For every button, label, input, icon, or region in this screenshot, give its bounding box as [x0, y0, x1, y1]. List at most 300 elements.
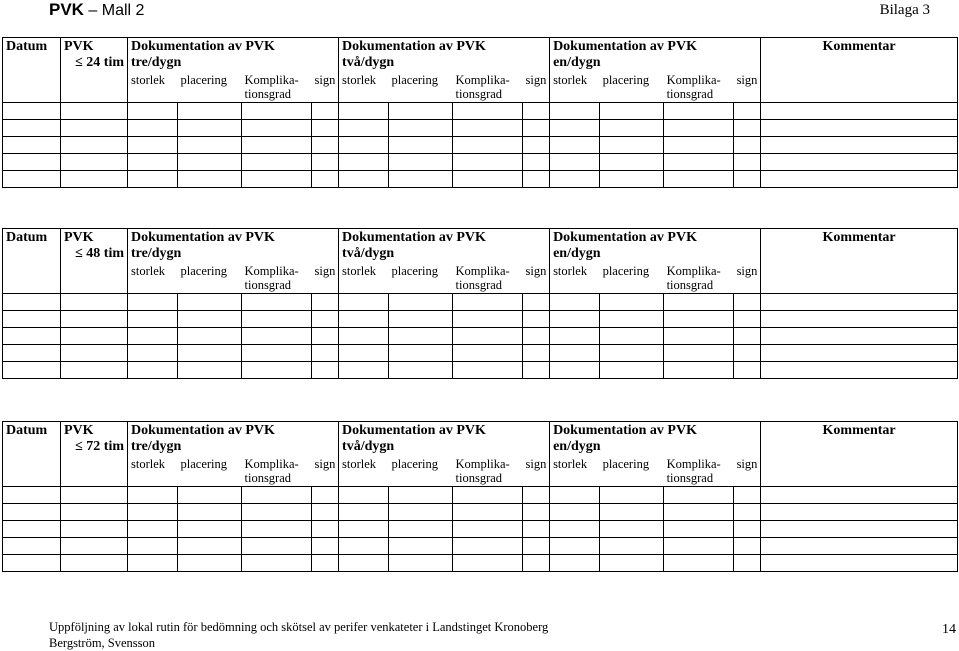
table-cell[interactable]: [550, 294, 600, 311]
table-cell[interactable]: [664, 311, 734, 328]
table-cell[interactable]: [389, 538, 453, 555]
table-cell[interactable]: [178, 328, 242, 345]
table-cell[interactable]: [761, 137, 958, 154]
table-cell[interactable]: [128, 154, 178, 171]
table-row: [3, 538, 958, 555]
doc-group-frequency: en/dygn: [553, 246, 601, 261]
table-cell[interactable]: [453, 171, 523, 188]
table-cell[interactable]: [312, 311, 339, 328]
table-cell[interactable]: [339, 311, 389, 328]
kommentar-label: Kommentar: [822, 423, 896, 438]
col-sign: sign: [523, 263, 550, 294]
table-cell[interactable]: [389, 120, 453, 137]
table-cell[interactable]: [664, 504, 734, 521]
table-cell[interactable]: [523, 521, 550, 538]
page-number: 14: [942, 622, 956, 637]
table-cell[interactable]: [3, 487, 61, 504]
doc-group-title: Dokumentation av PVK: [131, 423, 275, 438]
col-kompl-line1: Komplika-: [244, 73, 299, 87]
pvk-duration-header: [61, 38, 128, 103]
table-cell[interactable]: [339, 362, 389, 379]
table-cell[interactable]: [3, 294, 61, 311]
table-cell[interactable]: [734, 538, 761, 555]
table-cell[interactable]: [128, 504, 178, 521]
table-cell[interactable]: [664, 154, 734, 171]
table-cell[interactable]: [61, 311, 128, 328]
table-row: [3, 120, 958, 137]
table-cell[interactable]: [178, 137, 242, 154]
table-cell[interactable]: [178, 120, 242, 137]
table-cell[interactable]: [312, 120, 339, 137]
doc-group-header-3: [550, 422, 761, 457]
table-cell[interactable]: [550, 311, 600, 328]
table-cell[interactable]: [523, 120, 550, 137]
kommentar-label: Kommentar: [822, 39, 896, 54]
table-cell[interactable]: [734, 555, 761, 572]
table-cell[interactable]: [453, 103, 523, 120]
table-cell[interactable]: [178, 171, 242, 188]
table-cell[interactable]: [3, 103, 61, 120]
table-cell[interactable]: [734, 120, 761, 137]
table-cell[interactable]: [550, 487, 600, 504]
table-cell[interactable]: [312, 328, 339, 345]
table-cell[interactable]: [600, 328, 664, 345]
table-cell[interactable]: [61, 120, 128, 137]
col-storlek: storlek: [339, 456, 389, 487]
table-cell[interactable]: [128, 538, 178, 555]
table-cell[interactable]: [600, 103, 664, 120]
col-sign: sign: [734, 263, 761, 294]
table-cell[interactable]: [128, 311, 178, 328]
table-cell[interactable]: [3, 154, 61, 171]
table-cell[interactable]: [550, 538, 600, 555]
table-cell[interactable]: [128, 137, 178, 154]
header-row: [3, 229, 958, 264]
table-cell[interactable]: [339, 154, 389, 171]
table-cell[interactable]: [600, 137, 664, 154]
table-cell[interactable]: [3, 521, 61, 538]
table-cell[interactable]: [178, 345, 242, 362]
table-cell[interactable]: [339, 103, 389, 120]
table-cell[interactable]: [128, 487, 178, 504]
table-cell[interactable]: [664, 345, 734, 362]
col-sign: sign: [734, 456, 761, 487]
table-cell[interactable]: [3, 362, 61, 379]
table-cell[interactable]: [178, 103, 242, 120]
col-placering: placering: [600, 263, 664, 294]
col-kompl-line1: Komplika-: [244, 264, 299, 278]
table-cell[interactable]: [61, 538, 128, 555]
footer: [49, 619, 548, 651]
table-cell[interactable]: [312, 294, 339, 311]
doc-group-title: Dokumentation av PVK: [342, 230, 486, 245]
table-cell[interactable]: [128, 294, 178, 311]
table-cell[interactable]: [339, 538, 389, 555]
table-cell[interactable]: [389, 521, 453, 538]
table-cell[interactable]: [242, 362, 312, 379]
table-cell[interactable]: [389, 362, 453, 379]
table-cell[interactable]: [389, 154, 453, 171]
table-cell[interactable]: [61, 294, 128, 311]
col-storlek: storlek: [128, 72, 178, 103]
table-cell[interactable]: [242, 345, 312, 362]
table-cell[interactable]: [550, 154, 600, 171]
table-cell[interactable]: [453, 137, 523, 154]
table-cell[interactable]: [3, 137, 61, 154]
col-kompl-line1: Komplika-: [666, 73, 721, 87]
table-cell[interactable]: [734, 362, 761, 379]
doc-group-title: Dokumentation av PVK: [553, 230, 697, 245]
table-cell[interactable]: [3, 555, 61, 572]
table-cell[interactable]: [453, 362, 523, 379]
table-cell[interactable]: [339, 555, 389, 572]
table-cell[interactable]: [128, 521, 178, 538]
table-cell[interactable]: [523, 504, 550, 521]
col-kompl-line1: Komplika-: [455, 73, 510, 87]
table-cell[interactable]: [761, 120, 958, 137]
table-cell[interactable]: [600, 345, 664, 362]
table-cell[interactable]: [523, 345, 550, 362]
doc-group-title: Dokumentation av PVK: [131, 230, 275, 245]
table-cell[interactable]: [453, 487, 523, 504]
table-cell[interactable]: [339, 120, 389, 137]
table-cell[interactable]: [600, 120, 664, 137]
table-cell[interactable]: [61, 521, 128, 538]
table-cell[interactable]: [242, 521, 312, 538]
col-kompl-line2: tionsgrad: [455, 278, 503, 292]
col-kompl-line2: tionsgrad: [244, 471, 292, 485]
table-cell[interactable]: [61, 362, 128, 379]
table-cell[interactable]: [3, 311, 61, 328]
table-cell[interactable]: [312, 504, 339, 521]
table-cell[interactable]: [178, 311, 242, 328]
table-cell[interactable]: [178, 521, 242, 538]
table-cell[interactable]: [734, 311, 761, 328]
table-cell[interactable]: [664, 171, 734, 188]
table-cell[interactable]: [242, 311, 312, 328]
table-cell[interactable]: [389, 487, 453, 504]
table-cell[interactable]: [523, 328, 550, 345]
table-cell[interactable]: [550, 120, 600, 137]
doc-group-header-1: [128, 422, 339, 457]
table-cell[interactable]: [61, 328, 128, 345]
table-cell[interactable]: [61, 555, 128, 572]
table-cell[interactable]: [453, 521, 523, 538]
table-cell[interactable]: [61, 137, 128, 154]
doc-group-header-2: [339, 422, 550, 457]
table-cell[interactable]: [178, 538, 242, 555]
table-cell[interactable]: [523, 538, 550, 555]
table-cell[interactable]: [734, 504, 761, 521]
table-cell[interactable]: [312, 555, 339, 572]
table-cell[interactable]: [389, 555, 453, 572]
table-cell[interactable]: [339, 487, 389, 504]
table-cell[interactable]: [242, 120, 312, 137]
table-cell[interactable]: [664, 137, 734, 154]
document-title: [49, 0, 144, 20]
table-row: [3, 487, 958, 504]
table-cell[interactable]: [128, 328, 178, 345]
table-cell[interactable]: [453, 120, 523, 137]
table-cell[interactable]: [734, 103, 761, 120]
table-cell[interactable]: [242, 487, 312, 504]
table-cell[interactable]: [761, 362, 958, 379]
col-placering: placering: [178, 263, 242, 294]
table-cell[interactable]: [453, 294, 523, 311]
table-cell[interactable]: [523, 555, 550, 572]
table-row: [3, 294, 958, 311]
table-cell[interactable]: [339, 294, 389, 311]
table-cell[interactable]: [761, 504, 958, 521]
table-cell[interactable]: [312, 171, 339, 188]
col-storlek: storlek: [339, 263, 389, 294]
table-cell[interactable]: [734, 345, 761, 362]
table-cell[interactable]: [734, 137, 761, 154]
table-cell[interactable]: [178, 487, 242, 504]
table-cell[interactable]: [664, 555, 734, 572]
doc-group-header-2: [339, 38, 550, 73]
doc-group-title: Dokumentation av PVK: [342, 39, 486, 54]
table-cell[interactable]: [523, 362, 550, 379]
table-cell[interactable]: [600, 294, 664, 311]
table-cell[interactable]: [312, 487, 339, 504]
table-cell[interactable]: [761, 487, 958, 504]
table-cell[interactable]: [761, 154, 958, 171]
table-cell[interactable]: [128, 103, 178, 120]
table-cell[interactable]: [128, 555, 178, 572]
table-cell[interactable]: [389, 504, 453, 521]
doc-group-title: Dokumentation av PVK: [553, 423, 697, 438]
pvk-table-3: [2, 421, 958, 572]
col-kompl-line1: Komplika-: [244, 457, 299, 471]
table-cell[interactable]: [664, 538, 734, 555]
table-cell[interactable]: [178, 294, 242, 311]
doc-group-frequency: två/dygn: [342, 439, 395, 454]
col-kompl-line2: tionsgrad: [666, 87, 714, 101]
table-cell[interactable]: [61, 171, 128, 188]
table-cell[interactable]: [128, 362, 178, 379]
col-sign: sign: [523, 456, 550, 487]
table-cell[interactable]: [389, 345, 453, 362]
table-cell[interactable]: [389, 328, 453, 345]
table-cell[interactable]: [550, 328, 600, 345]
table-cell[interactable]: [600, 362, 664, 379]
table-cell[interactable]: [128, 171, 178, 188]
col-kompl-line2: tionsgrad: [666, 278, 714, 292]
table-cell[interactable]: [761, 538, 958, 555]
table-cell[interactable]: [61, 345, 128, 362]
table-cell[interactable]: [339, 521, 389, 538]
table-cell[interactable]: [3, 120, 61, 137]
table-cell[interactable]: [339, 504, 389, 521]
table-cell[interactable]: [761, 555, 958, 572]
table-cell[interactable]: [734, 521, 761, 538]
table-cell[interactable]: [761, 345, 958, 362]
table-cell[interactable]: [453, 345, 523, 362]
table-cell[interactable]: [312, 538, 339, 555]
doc-group-frequency: tre/dygn: [131, 439, 182, 454]
kommentar-header: [761, 422, 958, 487]
table-cell[interactable]: [453, 328, 523, 345]
table-cell[interactable]: [664, 328, 734, 345]
pvk-duration-header: [61, 422, 128, 487]
table-cell[interactable]: [61, 154, 128, 171]
table-cell[interactable]: [550, 521, 600, 538]
table-cell[interactable]: [3, 504, 61, 521]
table-cell[interactable]: [453, 311, 523, 328]
doc-group-frequency: två/dygn: [342, 55, 395, 70]
table-row: [3, 103, 958, 120]
table-cell[interactable]: [128, 345, 178, 362]
table-cell[interactable]: [339, 345, 389, 362]
table-cell[interactable]: [664, 521, 734, 538]
table-cell[interactable]: [312, 137, 339, 154]
table-cell[interactable]: [761, 103, 958, 120]
table-cell[interactable]: [3, 328, 61, 345]
table-cell[interactable]: [61, 504, 128, 521]
table-cell[interactable]: [600, 504, 664, 521]
table-cell[interactable]: [339, 137, 389, 154]
table-cell[interactable]: [389, 171, 453, 188]
table-cell[interactable]: [389, 137, 453, 154]
table-cell[interactable]: [734, 294, 761, 311]
table-cell[interactable]: [664, 487, 734, 504]
col-placering: placering: [178, 456, 242, 487]
table-cell[interactable]: [242, 538, 312, 555]
table-cell[interactable]: [453, 538, 523, 555]
table-cell[interactable]: [600, 521, 664, 538]
doc-group-frequency: en/dygn: [553, 55, 601, 70]
col-placering: placering: [178, 72, 242, 103]
table-cell[interactable]: [389, 294, 453, 311]
table-cell[interactable]: [600, 311, 664, 328]
table-cell[interactable]: [242, 294, 312, 311]
table-cell[interactable]: [242, 555, 312, 572]
table-cell[interactable]: [600, 538, 664, 555]
table-cell[interactable]: [664, 120, 734, 137]
table-cell[interactable]: [550, 555, 600, 572]
col-storlek: storlek: [128, 263, 178, 294]
table-cell[interactable]: [734, 328, 761, 345]
col-sign: sign: [312, 456, 339, 487]
table-cell[interactable]: [550, 362, 600, 379]
table-cell[interactable]: [178, 504, 242, 521]
document-title-bold: PVK: [49, 0, 84, 19]
table-cell[interactable]: [761, 311, 958, 328]
table-cell[interactable]: [178, 362, 242, 379]
table-cell[interactable]: [453, 555, 523, 572]
doc-group-frequency: två/dygn: [342, 246, 395, 261]
table-cell[interactable]: [3, 538, 61, 555]
kommentar-header: [761, 229, 958, 294]
table-cell[interactable]: [389, 311, 453, 328]
pvk-duration: ≤ 24 tim: [75, 55, 124, 70]
col-placering: placering: [600, 456, 664, 487]
table-cell[interactable]: [3, 171, 61, 188]
table-cell[interactable]: [339, 328, 389, 345]
table-cell[interactable]: [242, 171, 312, 188]
col-komplikationsgrad: [664, 72, 734, 103]
table-cell[interactable]: [242, 154, 312, 171]
appendix-label: Bilaga 3: [879, 2, 930, 18]
col-sign: sign: [312, 263, 339, 294]
table-cell[interactable]: [523, 154, 550, 171]
datum-label: Datum: [6, 423, 48, 438]
table-cell[interactable]: [523, 487, 550, 504]
table-cell[interactable]: [600, 154, 664, 171]
table-cell[interactable]: [550, 137, 600, 154]
table-cell[interactable]: [453, 504, 523, 521]
table-row: [3, 171, 958, 188]
header-row: [3, 38, 958, 73]
table-cell[interactable]: [523, 294, 550, 311]
table-cell[interactable]: [178, 555, 242, 572]
doc-group-title: Dokumentation av PVK: [131, 39, 275, 54]
table-cell[interactable]: [128, 120, 178, 137]
table-cell[interactable]: [600, 171, 664, 188]
doc-group-header-1: [128, 229, 339, 264]
table-cell[interactable]: [550, 171, 600, 188]
table-cell[interactable]: [734, 154, 761, 171]
table-cell[interactable]: [550, 345, 600, 362]
footer-line-2: Bergström, Svensson: [49, 636, 156, 650]
table-cell[interactable]: [664, 103, 734, 120]
table-cell[interactable]: [312, 103, 339, 120]
table-cell[interactable]: [600, 555, 664, 572]
table-cell[interactable]: [3, 345, 61, 362]
table-cell[interactable]: [242, 103, 312, 120]
header-row: [3, 422, 958, 457]
table-cell[interactable]: [734, 171, 761, 188]
col-storlek: storlek: [550, 72, 600, 103]
table-cell[interactable]: [242, 137, 312, 154]
table-cell[interactable]: [178, 154, 242, 171]
table-cell[interactable]: [761, 521, 958, 538]
table-cell[interactable]: [761, 294, 958, 311]
table-cell[interactable]: [61, 103, 128, 120]
table-row: [3, 137, 958, 154]
table-cell[interactable]: [761, 328, 958, 345]
table-cell[interactable]: [664, 294, 734, 311]
col-kompl-line1: Komplika-: [666, 457, 721, 471]
table-cell[interactable]: [523, 137, 550, 154]
col-storlek: storlek: [550, 263, 600, 294]
table-cell[interactable]: [664, 362, 734, 379]
table-cell[interactable]: [312, 345, 339, 362]
table-row: [3, 504, 958, 521]
table-cell[interactable]: [312, 362, 339, 379]
table-cell[interactable]: [523, 171, 550, 188]
table-cell[interactable]: [312, 154, 339, 171]
table-cell[interactable]: [339, 171, 389, 188]
table-cell[interactable]: [453, 154, 523, 171]
table-cell[interactable]: [600, 487, 664, 504]
table-cell[interactable]: [61, 487, 128, 504]
doc-group-title: Dokumentation av PVK: [342, 423, 486, 438]
col-komplikationsgrad: [453, 263, 523, 294]
table-cell[interactable]: [312, 521, 339, 538]
table-cell[interactable]: [523, 103, 550, 120]
table-cell[interactable]: [242, 328, 312, 345]
table-cell[interactable]: [550, 504, 600, 521]
table-cell[interactable]: [242, 504, 312, 521]
pvk-label: PVK: [64, 230, 94, 245]
table-cell[interactable]: [523, 311, 550, 328]
table-cell[interactable]: [761, 171, 958, 188]
table-cell[interactable]: [389, 103, 453, 120]
table-cell[interactable]: [550, 103, 600, 120]
table-cell[interactable]: [734, 487, 761, 504]
